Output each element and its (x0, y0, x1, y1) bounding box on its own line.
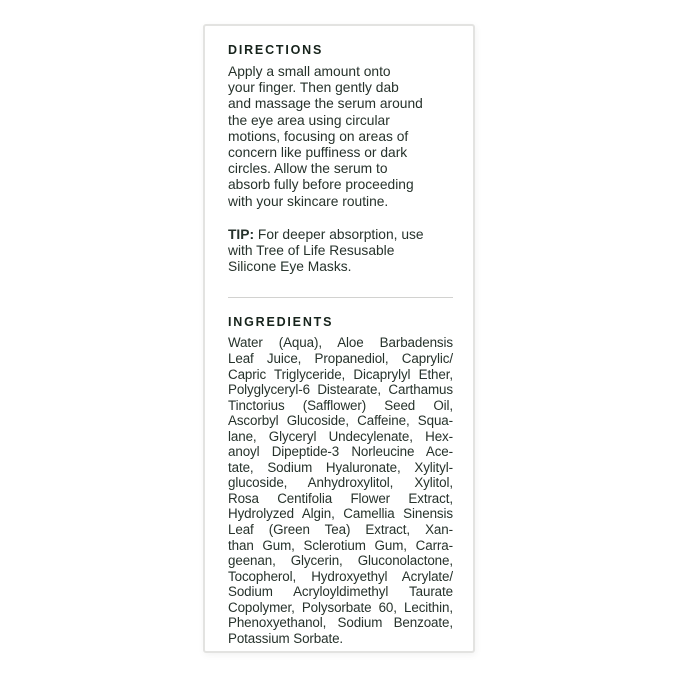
text-line: absorb fully before proceeding (228, 177, 414, 193)
ingredients-text (228, 335, 453, 646)
text-line: motions, focusing on areas of (228, 128, 409, 144)
text-line: Ascorbyl Glucoside, Caffeine, Squa- (228, 413, 453, 429)
tip-text (228, 227, 453, 276)
text-line: with your skincare routine. (228, 193, 389, 209)
text-line: Sodium Acryloyldimethyl Taurate (228, 584, 453, 600)
text-line: Leaf Juice, Propanediol, Caprylic/ (228, 350, 453, 366)
text-line: tate, Sodium Hyaluronate, Xylityl- (228, 459, 453, 475)
product-box-back-panel (203, 24, 475, 653)
text-line: than Gum, Sclerotium Gum, Carra- (228, 537, 453, 553)
text-line: concern like puffiness or dark (228, 145, 408, 161)
text-line: your finger. Then gently dab (228, 80, 399, 96)
text-line: Water (Aqua), Aloe Barbadensis (228, 335, 453, 351)
section-divider (228, 297, 453, 298)
text-line: and massage the serum around (228, 96, 423, 112)
text-line: Apply a small amount onto (228, 64, 391, 79)
text-line: Phenoxyethanol, Sodium Benzoate, (228, 615, 453, 631)
tip-label: TIP: (228, 226, 255, 242)
directions-text (228, 64, 453, 210)
text-line: with Tree of Life Resusable (228, 243, 395, 259)
text-line: glucoside, Anhydroxylitol, Xylitol, (228, 475, 453, 491)
text-line: Capric Triglyceride, Dicaprylyl Ether, (228, 366, 453, 382)
text-line: anoyl Dipeptide-3 Norleucine Ace- (228, 444, 453, 460)
text-line: Rosa Centifolia Flower Extract, (228, 490, 453, 506)
text-line: the eye area using circular (228, 112, 390, 128)
text-line: Tinctorius (Safflower) Seed Oil, (228, 397, 453, 413)
text-line: Potassium Sorbate. (228, 630, 344, 646)
text-line: Polyglyceryl-6 Distearate, Carthamus (228, 382, 453, 398)
text-line: Leaf (Green Tea) Extract, Xan- (228, 522, 453, 537)
text-line: Silicone Eye Masks. (228, 259, 352, 275)
text-line: Tocopherol, Hydroxyethyl Acrylate/ (228, 568, 453, 584)
tip-first-line-rest: For deeper absorption, use (254, 226, 424, 242)
text-line: circles. Allow the serum to (228, 161, 388, 177)
text-line: Hydrolyzed Algin, Camellia Sinensis (228, 506, 453, 522)
directions-heading: DIRECTIONS (228, 43, 324, 57)
text-line: Copolymer, Polysorbate 60, Lecithin, (228, 599, 453, 615)
text-line (228, 227, 453, 243)
ingredients-heading: INGREDIENTS (228, 315, 334, 330)
text-line: lane, Glyceryl Undecylenate, Hex- (228, 428, 453, 444)
text-line: geenan, Glycerin, Gluconolactone, (228, 553, 453, 569)
